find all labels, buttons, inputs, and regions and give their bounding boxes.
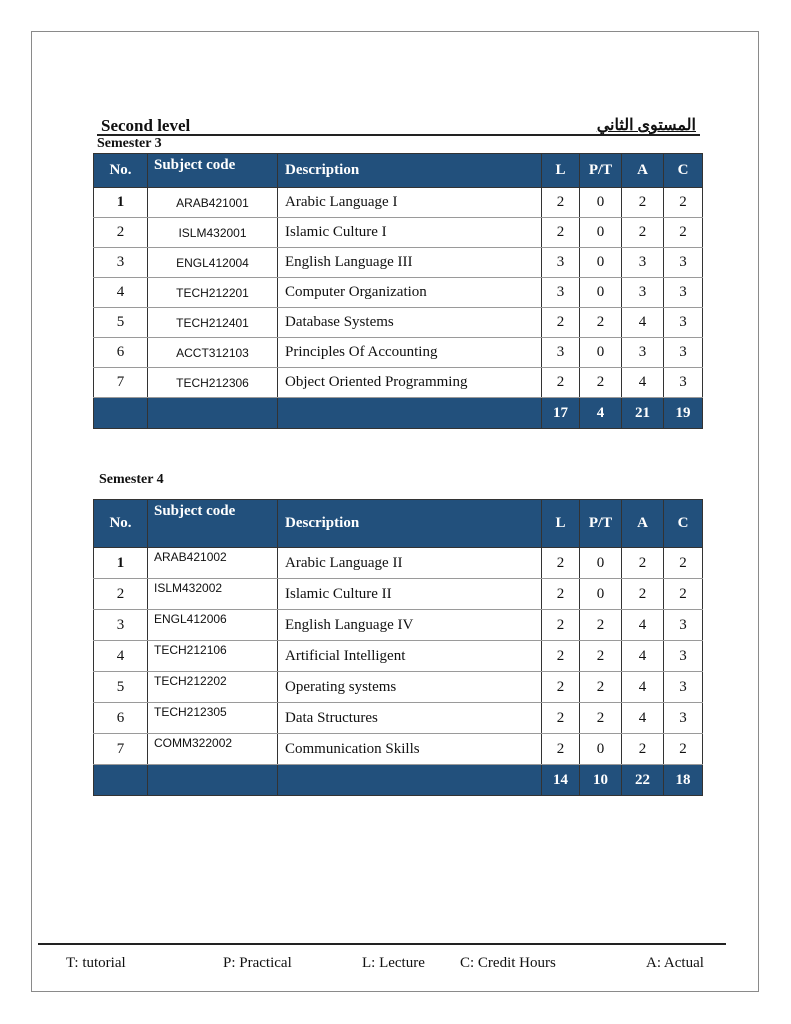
practical-tutorial-hours: 0 (580, 188, 622, 218)
total-practical-tutorial: 10 (580, 765, 622, 796)
credit-hours: 3 (664, 278, 703, 308)
practical-tutorial-hours: 2 (580, 610, 622, 641)
course-description: English Language IV (278, 610, 542, 641)
col-header-subject-code: Subject code (148, 500, 278, 548)
course-description: Principles Of Accounting (278, 338, 542, 368)
course-description: Arabic Language II (278, 548, 542, 579)
totals-blank (94, 765, 148, 796)
actual-hours: 2 (622, 218, 664, 248)
course-row (94, 368, 703, 398)
course-row (94, 610, 703, 641)
actual-hours: 4 (622, 308, 664, 338)
course-description: Object Oriented Programming (278, 368, 542, 398)
total-actual: 21 (622, 398, 664, 429)
credit-hours: 3 (664, 703, 703, 734)
lecture-hours: 2 (542, 641, 580, 672)
course-row (94, 672, 703, 703)
row-number: 7 (94, 734, 148, 765)
row-number: 4 (94, 641, 148, 672)
col-header-no: No. (94, 500, 148, 548)
actual-hours: 3 (622, 278, 664, 308)
lecture-hours: 2 (542, 368, 580, 398)
actual-hours: 2 (622, 188, 664, 218)
total-lecture: 17 (542, 398, 580, 429)
course-description: Operating systems (278, 672, 542, 703)
course-description: Islamic Culture II (278, 579, 542, 610)
subject-code: TECH212401 (148, 308, 278, 338)
subject-code: TECH212201 (148, 278, 278, 308)
lecture-hours: 3 (542, 248, 580, 278)
actual-hours: 2 (622, 548, 664, 579)
course-description: Arabic Language I (278, 188, 542, 218)
actual-hours: 2 (622, 734, 664, 765)
course-description: Database Systems (278, 308, 542, 338)
total-credit: 19 (664, 398, 703, 429)
lecture-hours: 2 (542, 308, 580, 338)
semester-4-table (93, 499, 703, 796)
row-number: 6 (94, 338, 148, 368)
semester-3-title: Semester 3 (97, 136, 162, 151)
col-header-lecture: L (542, 500, 580, 548)
course-row (94, 579, 703, 610)
course-row (94, 548, 703, 579)
course-description: English Language III (278, 248, 542, 278)
lecture-hours: 3 (542, 278, 580, 308)
col-header-description: Description (278, 154, 542, 188)
legend-actual: A: Actual (646, 955, 704, 971)
credit-hours: 3 (664, 672, 703, 703)
subject-code: TECH212305 (148, 703, 278, 734)
actual-hours: 3 (622, 248, 664, 278)
totals-blank (148, 398, 278, 429)
footer-divider (38, 943, 726, 945)
lecture-hours: 2 (542, 672, 580, 703)
credit-hours: 2 (664, 218, 703, 248)
actual-hours: 2 (622, 579, 664, 610)
col-header-actual: A (622, 154, 664, 188)
total-actual: 22 (622, 765, 664, 796)
subject-code: ISLM432002 (148, 579, 278, 610)
credit-hours: 2 (664, 188, 703, 218)
course-row (94, 703, 703, 734)
total-credit: 18 (664, 765, 703, 796)
course-row (94, 338, 703, 368)
actual-hours: 4 (622, 610, 664, 641)
course-description: Computer Organization (278, 278, 542, 308)
row-number: 2 (94, 218, 148, 248)
course-row (94, 218, 703, 248)
credit-hours: 3 (664, 610, 703, 641)
row-number: 1 (94, 548, 148, 579)
col-header-no: No. (94, 154, 148, 188)
row-number: 5 (94, 308, 148, 338)
row-number: 2 (94, 579, 148, 610)
table-header-row (94, 154, 703, 188)
practical-tutorial-hours: 2 (580, 308, 622, 338)
course-row (94, 278, 703, 308)
credit-hours: 3 (664, 308, 703, 338)
credit-hours: 3 (664, 338, 703, 368)
totals-blank (94, 398, 148, 429)
semester-4-title: Semester 4 (99, 472, 164, 487)
totals-blank (278, 398, 542, 429)
col-header-credit: C (664, 500, 703, 548)
lecture-hours: 2 (542, 548, 580, 579)
subject-code: ACCT312103 (148, 338, 278, 368)
subject-code: ARAB421001 (148, 188, 278, 218)
row-number: 4 (94, 278, 148, 308)
practical-tutorial-hours: 0 (580, 734, 622, 765)
practical-tutorial-hours: 0 (580, 278, 622, 308)
row-number: 7 (94, 368, 148, 398)
col-header-practical-tutorial: P/T (580, 500, 622, 548)
course-description: Artificial Intelligent (278, 641, 542, 672)
lecture-hours: 2 (542, 703, 580, 734)
totals-row (94, 765, 703, 796)
col-header-practical-tutorial: P/T (580, 154, 622, 188)
legend-practical: P: Practical (223, 955, 292, 971)
subject-code: ISLM432001 (148, 218, 278, 248)
course-description: Communication Skills (278, 734, 542, 765)
actual-hours: 3 (622, 338, 664, 368)
semester-3-table (93, 153, 703, 429)
credit-hours: 2 (664, 579, 703, 610)
total-lecture: 14 (542, 765, 580, 796)
course-row (94, 248, 703, 278)
credit-hours: 3 (664, 641, 703, 672)
totals-blank (148, 765, 278, 796)
totals-row (94, 398, 703, 429)
row-number: 3 (94, 610, 148, 641)
course-row (94, 734, 703, 765)
col-header-credit: C (664, 154, 703, 188)
col-header-actual: A (622, 500, 664, 548)
subject-code: COMM322002 (148, 734, 278, 765)
subject-code: ENGL412004 (148, 248, 278, 278)
col-header-description: Description (278, 500, 542, 548)
practical-tutorial-hours: 0 (580, 248, 622, 278)
subject-code: ENGL412006 (148, 610, 278, 641)
actual-hours: 4 (622, 368, 664, 398)
credit-hours: 3 (664, 248, 703, 278)
col-header-subject-code: Subject code (148, 154, 278, 188)
subject-code: ARAB421002 (148, 548, 278, 579)
practical-tutorial-hours: 2 (580, 368, 622, 398)
lecture-hours: 2 (542, 218, 580, 248)
row-number: 1 (94, 188, 148, 218)
practical-tutorial-hours: 0 (580, 218, 622, 248)
total-practical-tutorial: 4 (580, 398, 622, 429)
lecture-hours: 2 (542, 579, 580, 610)
subject-code: TECH212202 (148, 672, 278, 703)
course-row (94, 188, 703, 218)
subject-code: TECH212306 (148, 368, 278, 398)
level-title-english: Second level (101, 116, 191, 135)
practical-tutorial-hours: 2 (580, 703, 622, 734)
practical-tutorial-hours: 2 (580, 641, 622, 672)
practical-tutorial-hours: 0 (580, 338, 622, 368)
credit-hours: 2 (664, 734, 703, 765)
row-number: 3 (94, 248, 148, 278)
lecture-hours: 2 (542, 734, 580, 765)
practical-tutorial-hours: 0 (580, 548, 622, 579)
legend-tutorial: T: tutorial (66, 955, 126, 971)
course-description: Data Structures (278, 703, 542, 734)
course-row (94, 641, 703, 672)
lecture-hours: 2 (542, 610, 580, 641)
row-number: 5 (94, 672, 148, 703)
course-row (94, 308, 703, 338)
lecture-hours: 2 (542, 188, 580, 218)
lecture-hours: 3 (542, 338, 580, 368)
totals-blank (278, 765, 542, 796)
level-header (97, 114, 700, 136)
actual-hours: 4 (622, 672, 664, 703)
legend-credit-hours: C: Credit Hours (460, 955, 556, 971)
actual-hours: 4 (622, 641, 664, 672)
practical-tutorial-hours: 0 (580, 579, 622, 610)
row-number: 6 (94, 703, 148, 734)
subject-code: TECH212106 (148, 641, 278, 672)
legend-lecture: L: Lecture (362, 955, 425, 971)
table-header-row (94, 500, 703, 548)
level-title-arabic: المستوى الثاني (596, 117, 696, 134)
col-header-lecture: L (542, 154, 580, 188)
credit-hours: 3 (664, 368, 703, 398)
credit-hours: 2 (664, 548, 703, 579)
actual-hours: 4 (622, 703, 664, 734)
practical-tutorial-hours: 2 (580, 672, 622, 703)
course-description: Islamic Culture I (278, 218, 542, 248)
